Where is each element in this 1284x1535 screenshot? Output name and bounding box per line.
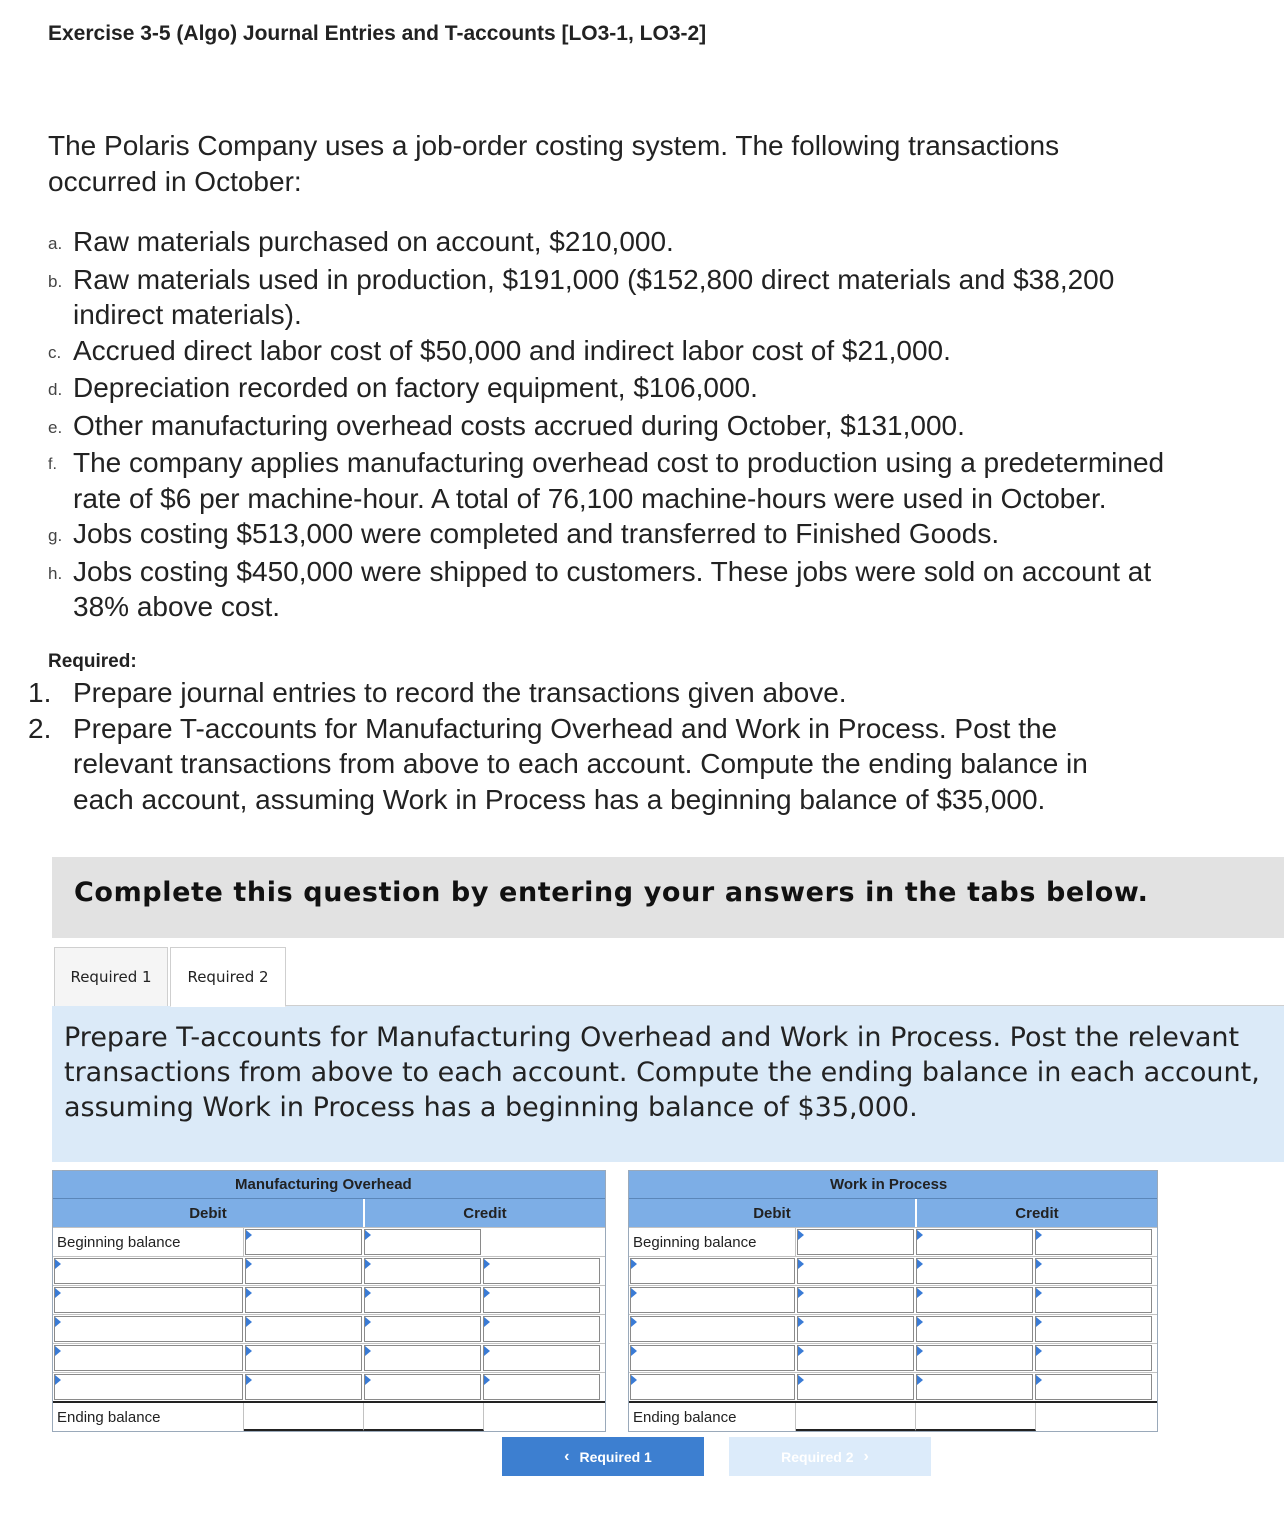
debit-label-input[interactable] bbox=[630, 1287, 795, 1313]
debit-amount-input[interactable] bbox=[797, 1374, 914, 1400]
taccount-row-ending bbox=[53, 1401, 605, 1431]
debit-header: Debit bbox=[629, 1199, 917, 1227]
credit-label-input[interactable] bbox=[916, 1316, 1033, 1342]
credit-amount-input[interactable] bbox=[1035, 1345, 1152, 1371]
transaction-item bbox=[48, 224, 1168, 262]
taccount-row bbox=[53, 1343, 605, 1372]
taccount-row bbox=[629, 1285, 1157, 1314]
prev-button-label: Required 1 bbox=[579, 1448, 652, 1465]
debit-amount-input[interactable] bbox=[245, 1345, 362, 1371]
transaction-letter: g. bbox=[48, 526, 63, 545]
transaction-item bbox=[48, 554, 1168, 625]
debit-label-input[interactable] bbox=[630, 1374, 795, 1400]
credit-amount-input[interactable] bbox=[483, 1374, 600, 1400]
credit-label-input[interactable] bbox=[916, 1345, 1033, 1371]
taccount-row bbox=[53, 1314, 605, 1343]
debit-label-input[interactable] bbox=[54, 1345, 243, 1371]
chevron-right-icon: › bbox=[863, 1447, 869, 1465]
transaction-item bbox=[48, 445, 1168, 516]
intro-text: The Polaris Company uses a job-order costing system. The following transactions occurred in October: bbox=[48, 130, 1060, 197]
credit-amount-input[interactable] bbox=[483, 1345, 600, 1371]
credit-label-input[interactable] bbox=[916, 1287, 1033, 1313]
credit-amount-input[interactable] bbox=[1035, 1258, 1152, 1284]
credit-header: Credit bbox=[463, 1204, 507, 1222]
requirement-text: Prepare T-accounts for Manufacturing Overhead and Work in Process. Post the relevant transactions from above to each account. Compute the ending balance in each account, assuming Work in Process has a beginning balance of $35,000. bbox=[73, 712, 1088, 815]
ending-balance-debit bbox=[244, 1403, 364, 1431]
ending-balance-credit bbox=[1036, 1403, 1157, 1431]
requirement-item bbox=[28, 675, 1138, 711]
debit-label-input[interactable] bbox=[630, 1258, 795, 1284]
credit-amount-cell bbox=[482, 1228, 602, 1256]
transaction-letter: d. bbox=[48, 380, 63, 399]
requirement-number: 2. bbox=[28, 712, 52, 744]
taccount-row bbox=[629, 1256, 1157, 1285]
debit-label-input[interactable] bbox=[54, 1287, 243, 1313]
credit-amount-input[interactable] bbox=[1035, 1374, 1152, 1400]
debit-amount-input[interactable] bbox=[797, 1345, 914, 1371]
tab-instructions bbox=[52, 1006, 1284, 1162]
credit-header: Credit bbox=[1015, 1204, 1059, 1222]
credit-label-input[interactable] bbox=[916, 1258, 1033, 1284]
beginning-balance-input[interactable] bbox=[245, 1229, 362, 1255]
debit-label-input[interactable] bbox=[54, 1258, 243, 1284]
credit-label-input[interactable] bbox=[364, 1374, 481, 1400]
ending-balance-credit-label bbox=[364, 1403, 484, 1431]
taccount-row bbox=[629, 1314, 1157, 1343]
required-label: Required: bbox=[48, 651, 137, 672]
exercise-title: Exercise 3-5 (Algo) Journal Entries and T-accounts [LO3-1, LO3-2] bbox=[48, 22, 707, 45]
transaction-text: Raw materials purchased on account, $210,000. bbox=[73, 226, 674, 257]
ending-balance-credit bbox=[484, 1403, 605, 1431]
credit-label-input[interactable] bbox=[364, 1316, 481, 1342]
transaction-text: Jobs costing $513,000 were completed and transferred to Finished Goods. bbox=[73, 518, 1000, 549]
taccount-work-in-process bbox=[628, 1170, 1158, 1432]
transaction-letter: c. bbox=[48, 342, 62, 362]
taccount-column-headers bbox=[629, 1199, 1157, 1227]
debit-amount-input[interactable] bbox=[245, 1287, 362, 1313]
debit-amount-input[interactable] bbox=[797, 1258, 914, 1284]
prev-required-1-button[interactable] bbox=[502, 1437, 704, 1476]
transaction-item bbox=[48, 516, 1168, 554]
instruction-banner bbox=[52, 857, 1284, 938]
credit-amount-input[interactable] bbox=[1035, 1316, 1152, 1342]
taccount-title: Work in Process bbox=[830, 1176, 948, 1193]
transaction-text: The company applies manufacturing overhead cost to production using a predetermined rate of $6 per machine-hour. A total of 76,100 machine-hours were used in October. bbox=[73, 447, 1165, 514]
taccount-row-beginning bbox=[53, 1227, 605, 1256]
requirements-list bbox=[28, 675, 1138, 817]
taccount-manufacturing-overhead bbox=[52, 1170, 606, 1432]
debit-amount-input[interactable] bbox=[245, 1258, 362, 1284]
debit-label-input[interactable] bbox=[54, 1316, 243, 1342]
debit-label-input[interactable] bbox=[630, 1345, 795, 1371]
ending-balance-credit-label bbox=[916, 1403, 1036, 1431]
transaction-text: Raw materials used in production, $191,000 ($152,800 direct materials and $38,200 indirect materials). bbox=[73, 263, 1115, 330]
ending-balance-label: Ending balance bbox=[53, 1403, 244, 1431]
debit-amount-input[interactable] bbox=[797, 1287, 914, 1313]
debit-label-input[interactable] bbox=[54, 1374, 243, 1400]
ending-balance-debit bbox=[796, 1403, 916, 1431]
credit-amount-input[interactable] bbox=[483, 1287, 600, 1313]
banner-text: Complete this question by entering your answers in the tabs below. bbox=[74, 877, 1149, 908]
debit-amount-input[interactable] bbox=[245, 1374, 362, 1400]
transaction-text: Jobs costing $450,000 were shipped to customers. These jobs were sold on account at 38% above cost. bbox=[73, 555, 1152, 622]
next-button-label: Required 2 bbox=[781, 1448, 854, 1465]
tab-required-1[interactable]: Required 1 bbox=[54, 947, 168, 1007]
taccount-row bbox=[53, 1372, 605, 1401]
credit-label-input[interactable] bbox=[916, 1229, 1033, 1255]
requirement-text: Prepare journal entries to record the transactions given above. bbox=[73, 677, 847, 708]
credit-amount-input[interactable] bbox=[1035, 1287, 1152, 1313]
beginning-balance-label: Beginning balance bbox=[629, 1228, 796, 1256]
taccount-row-ending bbox=[629, 1401, 1157, 1431]
credit-label-input[interactable] bbox=[916, 1374, 1033, 1400]
taccount-row-beginning bbox=[629, 1227, 1157, 1256]
transaction-item bbox=[48, 370, 1168, 408]
tab-required-2[interactable]: Required 2 bbox=[170, 947, 286, 1007]
credit-label-input[interactable] bbox=[364, 1345, 481, 1371]
credit-label-input[interactable] bbox=[364, 1229, 481, 1255]
requirement-number: 1. bbox=[28, 677, 52, 708]
transaction-letter: f. bbox=[48, 456, 57, 473]
transaction-text: Depreciation recorded on factory equipment, $106,000. bbox=[73, 372, 758, 403]
transaction-list bbox=[48, 224, 1168, 625]
ending-balance-label: Ending balance bbox=[629, 1403, 796, 1431]
transaction-text: Accrued direct labor cost of $50,000 and indirect labor cost of $21,000. bbox=[73, 334, 951, 366]
credit-amount-input[interactable] bbox=[483, 1316, 600, 1342]
beginning-balance-input[interactable] bbox=[797, 1229, 914, 1255]
credit-amount-input[interactable] bbox=[483, 1258, 600, 1284]
taccount-row bbox=[629, 1343, 1157, 1372]
transaction-item bbox=[48, 262, 1168, 333]
taccount-row bbox=[53, 1285, 605, 1314]
debit-amount-input[interactable] bbox=[797, 1316, 914, 1342]
taccount-title: Manufacturing Overhead bbox=[235, 1176, 412, 1193]
transaction-letter: b. bbox=[48, 271, 63, 291]
taccount-title-bar bbox=[629, 1171, 1157, 1199]
instructions-text: Prepare T-accounts for Manufacturing Overhead and Work in Process. Post the relevant transactions from above to each account. Compute the ending balance in each account, assuming Work in Process has a beginning balance of $35,000. bbox=[64, 1022, 1260, 1123]
transaction-letter: e. bbox=[48, 417, 63, 437]
taccount-row bbox=[53, 1256, 605, 1285]
transaction-letter: a. bbox=[48, 234, 63, 253]
taccount-row bbox=[629, 1372, 1157, 1401]
transaction-text: Other manufacturing overhead costs accrued during October, $131,000. bbox=[73, 409, 965, 441]
transaction-letter: h. bbox=[48, 563, 63, 583]
debit-header: Debit bbox=[53, 1199, 365, 1227]
chevron-left-icon: ‹ bbox=[564, 1447, 570, 1465]
debit-amount-input[interactable] bbox=[245, 1316, 362, 1342]
debit-label-input[interactable] bbox=[630, 1316, 795, 1342]
credit-label-input[interactable] bbox=[364, 1258, 481, 1284]
taccount-title-bar bbox=[53, 1171, 605, 1199]
transaction-item bbox=[48, 408, 1168, 446]
credit-label-input[interactable] bbox=[364, 1287, 481, 1313]
credit-amount-input[interactable] bbox=[1035, 1229, 1152, 1255]
taccount-column-headers bbox=[53, 1199, 605, 1227]
requirement-item bbox=[28, 711, 1138, 818]
next-required-2-button[interactable] bbox=[729, 1437, 931, 1476]
transaction-item bbox=[48, 333, 1168, 371]
beginning-balance-label: Beginning balance bbox=[53, 1228, 244, 1256]
